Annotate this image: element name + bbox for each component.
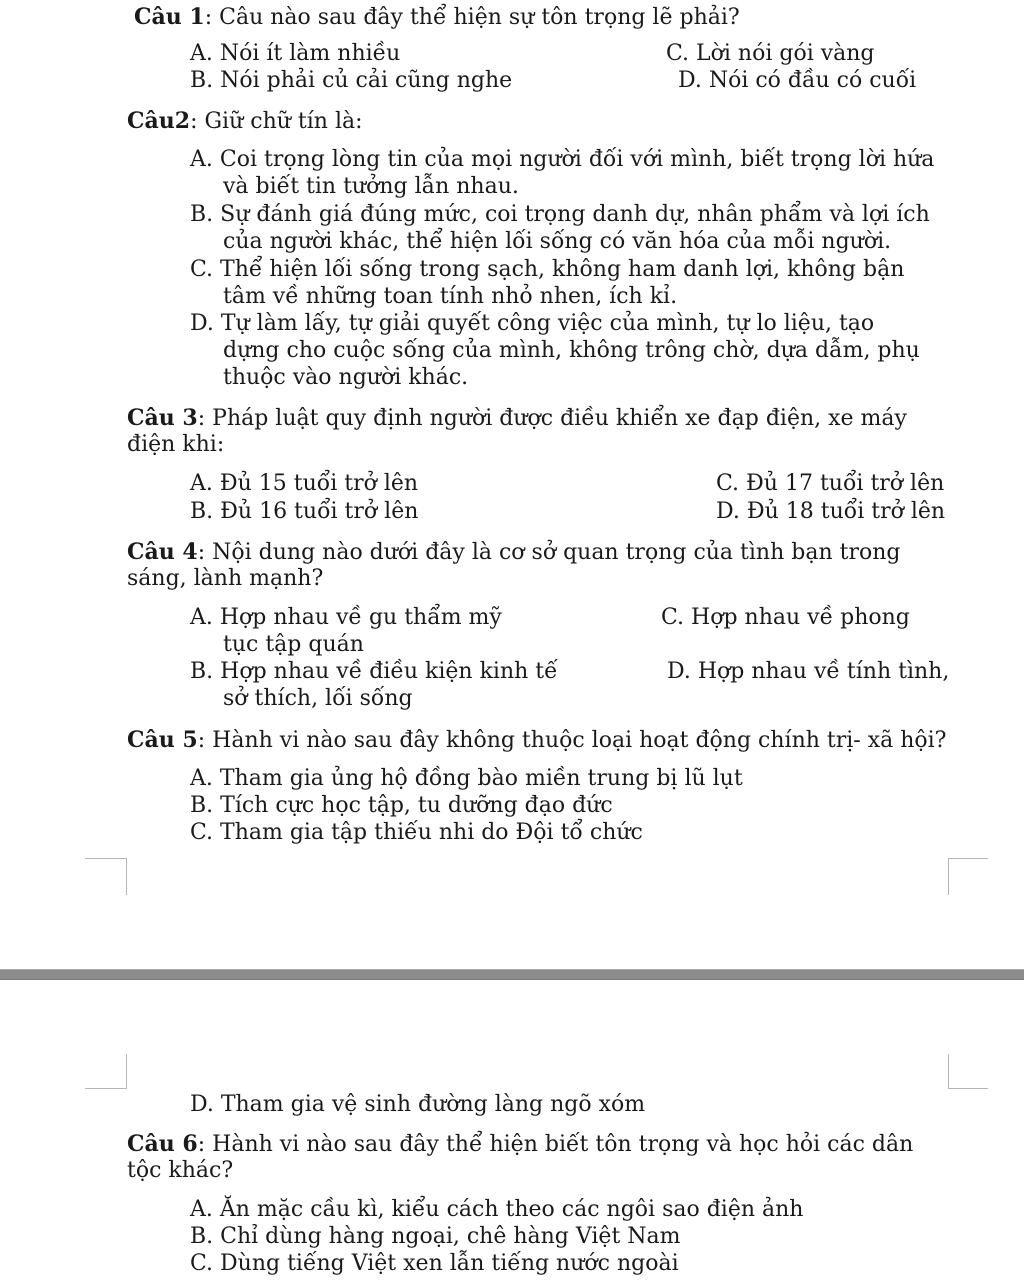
question-6-option-c: C. Dùng tiếng Việt xen lẫn tiếng nước ngoài — [190, 1251, 679, 1276]
question-6-stem: Câu 6: Hành vi nào sau đây thể hiện biết tôn trọng và học hỏi các dân — [127, 1131, 914, 1157]
question-2-stem: Câu2: Giữ chữ tín là: — [127, 108, 363, 134]
question-4-label: Câu 4 — [127, 539, 198, 565]
question-4-option-a: A. Hợp nhau về gu thẩm mỹ — [190, 605, 502, 630]
question-4-stem-cont: sáng, lành mạnh? — [127, 566, 324, 591]
question-6-option-b: B. Chỉ dùng hàng ngoại, chê hàng Việt Nam — [190, 1224, 681, 1249]
question-1-stem: Câu 1: Câu nào sau đây thể hiện sự tôn trọng lẽ phải? — [134, 4, 740, 30]
question-2-label: Câu2 — [127, 108, 191, 134]
question-6-stem-cont: tộc khác? — [127, 1158, 234, 1183]
question-2-option-a: A. Coi trọng lòng tin của mọi người đối với mình, biết trọng lời hứa — [190, 147, 935, 172]
question-4-option-d-cont: sở thích, lối sống — [223, 686, 413, 711]
question-5-option-b: B. Tích cực học tập, tu dưỡng đạo đức — [190, 793, 613, 818]
question-5-label: Câu 5 — [127, 727, 198, 753]
page-separator — [0, 969, 1024, 980]
question-2-option-d-cont2: thuộc vào người khác. — [223, 365, 469, 390]
question-4-option-c-cont: tục tập quán — [223, 632, 364, 657]
page-corner-mark — [948, 1054, 988, 1089]
question-1-option-b: B. Nói phải củ cải cũng nghe — [190, 68, 513, 93]
question-1-label: Câu 1 — [134, 4, 205, 30]
question-2-option-c-cont: tâm về những toan tính nhỏ nhen, ích kỉ. — [223, 284, 678, 309]
question-3-stem-cont: điện khi: — [127, 432, 225, 457]
question-6-label: Câu 6 — [127, 1131, 198, 1157]
question-5-option-a: A. Tham gia ủng hộ đồng bào miền trung bị lũ lụt — [190, 766, 743, 791]
question-3-label: Câu 3 — [127, 405, 198, 431]
question-5-option-d: D. Tham gia vệ sinh đường làng ngõ xóm — [190, 1092, 646, 1117]
question-5-stem: Câu 5: Hành vi nào sau đây không thuộc loại hoạt động chính trị- xã hội? — [127, 727, 947, 753]
question-5-option-c: C. Tham gia tập thiếu nhi do Đội tổ chức — [190, 820, 643, 845]
question-1-option-c: C. Lời nói gói vàng — [666, 41, 875, 66]
question-3-option-c: C. Đủ 17 tuổi trở lên — [716, 471, 945, 496]
question-2-option-a-cont: và biết tin tưởng lẫn nhau. — [223, 174, 519, 199]
page-corner-mark — [85, 858, 127, 895]
question-4-stem: Câu 4: Nội dung nào dưới đây là cơ sở quan trọng của tình bạn trong — [127, 539, 901, 565]
question-2-option-b-cont: của người khác, thể hiện lối sống có văn hóa của mỗi người. — [223, 229, 892, 254]
question-2-option-d-cont: dựng cho cuộc sống của mình, không trông chờ, dựa dẫm, phụ — [223, 338, 920, 363]
question-1-option-a: A. Nói ít làm nhiều — [190, 41, 401, 66]
question-4-option-c: C. Hợp nhau về phong — [661, 605, 910, 630]
question-2-option-b: B. Sự đánh giá đúng mức, coi trọng danh dự, nhân phẩm và lợi ích — [190, 202, 930, 227]
question-4-option-d: D. Hợp nhau về tính tình, — [667, 659, 950, 684]
question-6-option-a: A. Ăn mặc cầu kì, kiểu cách theo các ngôi sao điện ảnh — [190, 1197, 804, 1222]
page-corner-mark — [948, 858, 988, 895]
question-2-option-d: D. Tự làm lấy, tự giải quyết công việc của mình, tự lo liệu, tạo — [190, 311, 875, 336]
question-3-stem: Câu 3: Pháp luật quy định người được điều khiển xe đạp điện, xe máy — [127, 405, 907, 431]
question-3-option-b: B. Đủ 16 tuổi trở lên — [190, 499, 419, 524]
question-4-option-b: B. Hợp nhau về điều kiện kinh tế — [190, 659, 558, 684]
page-corner-mark — [85, 1054, 127, 1089]
question-2-option-c: C. Thể hiện lối sống trong sạch, không ham danh lợi, không bận — [190, 257, 905, 282]
question-3-option-d: D. Đủ 18 tuổi trở lên — [716, 499, 946, 524]
question-1-option-d: D. Nói có đầu có cuối — [678, 68, 917, 93]
question-3-option-a: A. Đủ 15 tuổi trở lên — [190, 471, 419, 496]
